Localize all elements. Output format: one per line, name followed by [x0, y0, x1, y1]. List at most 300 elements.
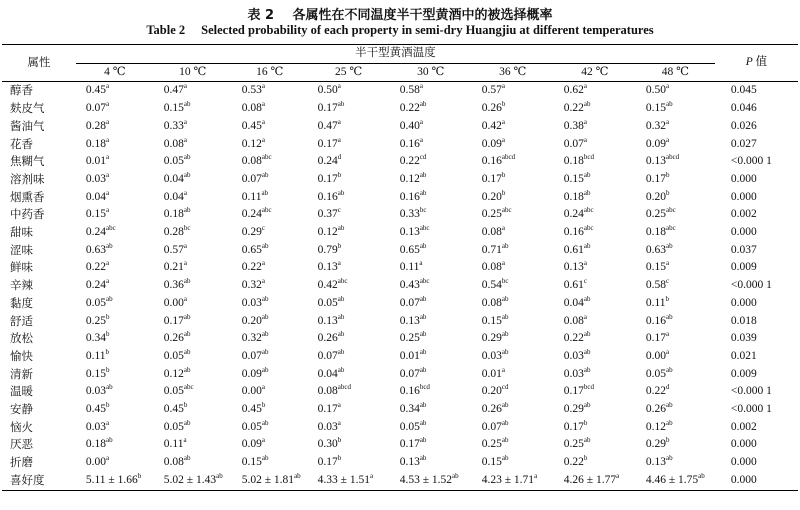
probability-cell [390, 118, 472, 136]
significance-letter: a [337, 117, 341, 126]
probability-cell [390, 189, 472, 207]
attribute-name: 舒适 [10, 313, 33, 328]
probability-cell [308, 206, 390, 224]
probability-cell [154, 295, 232, 313]
probability-cell [232, 118, 308, 136]
temperature-header: 25 ℃ [308, 63, 390, 82]
significance-letter: ab [419, 436, 427, 445]
probability-value: 0.17 [645, 172, 666, 185]
significance-letter: ab [337, 224, 345, 233]
probability-value: 0.18 [85, 137, 106, 150]
probability-cell [390, 136, 472, 154]
probability-value: 0.15 [645, 261, 666, 274]
probability-value: 0.03 [563, 349, 584, 362]
significance-letter: a [183, 188, 188, 197]
probability-value: 0.45 [85, 84, 106, 97]
probability-cell [232, 313, 308, 331]
p-value: 0.039 [730, 332, 757, 345]
significance-letter: a [183, 117, 188, 126]
probability-value: 4.53 ± 1.52 [399, 473, 453, 486]
significance-letter: ab [183, 312, 191, 321]
significance-letter: ab [583, 188, 591, 197]
probability-cell [636, 383, 715, 401]
significance-letter: a [105, 170, 110, 179]
probability-cell [308, 401, 390, 419]
probability-value: 0.01 [85, 155, 106, 168]
probability-value: 0.24 [563, 208, 584, 221]
significance-letter: a [501, 365, 505, 374]
probability-cell [554, 259, 636, 277]
table-caption-en: Selected probability of each property in semi-dry Huangjiu at different temperatures [201, 23, 654, 37]
probability-cell [154, 401, 232, 419]
significance-letter: ab [294, 471, 301, 480]
probability-cell [154, 472, 232, 490]
probability-value: 0.33 [163, 119, 184, 132]
probability-cell [472, 401, 554, 419]
probability-cell [308, 136, 390, 154]
p-value: 0.000 [715, 472, 798, 490]
attribute-name: 厌恶 [10, 437, 33, 452]
significance-letter: a [105, 82, 110, 91]
significance-letter: ab [583, 241, 591, 250]
probability-cell [232, 171, 308, 189]
probability-cell [76, 401, 154, 419]
probability-value: 0.17 [563, 420, 584, 433]
probability-cell [154, 189, 232, 207]
probability-value: 0.17 [317, 172, 338, 185]
probability-cell [308, 82, 390, 100]
probability-cell [308, 348, 390, 366]
probability-value: 0.22 [645, 385, 666, 398]
probability-value: 0.07 [563, 137, 584, 150]
probability-cell [472, 419, 554, 437]
probability-value: 0.25 [563, 438, 584, 451]
p-value: 0.037 [730, 243, 757, 256]
probability-value: 0.05 [241, 420, 262, 433]
temperature-group-header: 半干型黄酒温度 [76, 45, 715, 64]
significance-letter: a [261, 259, 265, 268]
probability-cell [232, 259, 308, 277]
probability-value: 0.04 [317, 367, 338, 380]
significance-letter: a [261, 82, 265, 91]
probability-cell [76, 259, 154, 277]
probability-cell [472, 348, 554, 366]
significance-letter: ab [419, 100, 427, 109]
table-row [2, 171, 798, 189]
probability-cell [154, 330, 232, 348]
probability-value: 0.11 [399, 261, 420, 274]
probability-cell [636, 348, 715, 366]
significance-letter: b [501, 188, 506, 197]
probability-cell [154, 224, 232, 242]
probability-value: 0.36 [163, 279, 184, 292]
probability-cell [76, 118, 154, 136]
attribute-header: 属性 [2, 45, 76, 82]
significance-letter: ab [183, 454, 191, 463]
probability-value: 0.05 [399, 420, 420, 433]
significance-letter: ab [337, 312, 345, 321]
probability-value: 5.02 ± 1.81 [241, 473, 295, 486]
probability-value: 0.15 [563, 172, 584, 185]
attribute-name: 醇香 [10, 83, 33, 98]
probability-cell [472, 153, 554, 171]
probability-cell [554, 242, 636, 260]
p-value: <0.000 1 [730, 385, 772, 398]
probability-value: 0.65 [241, 243, 262, 256]
significance-letter: c [337, 206, 341, 215]
significance-letter: b [665, 188, 670, 197]
significance-letter: ab [501, 401, 509, 410]
table-row [2, 136, 798, 154]
probability-cell [472, 436, 554, 454]
probability-value: 0.05 [85, 296, 106, 309]
probability-cell [554, 206, 636, 224]
significance-letter: a [665, 135, 670, 144]
probability-value: 0.13 [563, 261, 584, 274]
probability-cell [76, 419, 154, 437]
probability-value: 0.22 [399, 155, 420, 168]
significance-letter: abc [105, 224, 116, 233]
probability-cell [390, 100, 472, 118]
probability-value: 0.03 [241, 296, 262, 309]
probability-cell [390, 401, 472, 419]
probability-cell [636, 330, 715, 348]
probability-cell [76, 366, 154, 384]
significance-letter: a [419, 117, 423, 126]
probability-cell [554, 171, 636, 189]
probability-value: 0.04 [85, 190, 106, 203]
probability-value: 0.07 [241, 172, 262, 185]
probability-value: 0.09 [645, 137, 666, 150]
probability-cell [554, 419, 636, 437]
p-value: 0.002 [730, 208, 757, 221]
probability-value: 0.09 [241, 438, 262, 451]
probability-cell [308, 454, 390, 472]
significance-letter: abcd [665, 153, 680, 162]
probability-cell [472, 383, 554, 401]
significance-letter: b [665, 294, 670, 303]
probability-value: 5.02 ± 1.43 [163, 473, 217, 486]
table-row [2, 118, 798, 136]
probability-cell [636, 242, 715, 260]
probability-cell [154, 383, 232, 401]
p-value: 0.009 [730, 367, 757, 380]
probability-cell [390, 313, 472, 331]
probability-cell [76, 330, 154, 348]
probability-cell [390, 383, 472, 401]
significance-letter: b [337, 170, 342, 179]
probability-value: 0.15 [481, 314, 502, 327]
probability-value: 0.58 [399, 84, 420, 97]
significance-letter: a [369, 471, 374, 480]
significance-letter: a [583, 259, 588, 268]
p-value: 0.018 [730, 314, 757, 327]
probability-cell [308, 224, 390, 242]
p-value: 0.027 [730, 137, 757, 150]
probability-value: 0.13 [317, 314, 338, 327]
probability-cell [554, 224, 636, 242]
probability-value: 0.25 [399, 332, 420, 345]
p-suffix: 值 [752, 56, 768, 69]
probability-value: 0.17 [645, 332, 666, 345]
probability-cell [390, 436, 472, 454]
probability-value: 0.17 [563, 385, 584, 398]
probability-value: 0.08 [163, 456, 184, 469]
probability-value: 0.61 [563, 243, 584, 256]
probability-cell [308, 189, 390, 207]
p-value: 0.000 [730, 190, 757, 203]
significance-letter: abc [261, 153, 272, 162]
table-row [2, 454, 798, 472]
probability-value: 0.45 [241, 403, 262, 416]
probability-value: 0.65 [399, 243, 420, 256]
probability-cell [390, 153, 472, 171]
probability-value: 0.50 [317, 84, 338, 97]
significance-letter: ab [501, 347, 509, 356]
significance-letter: ab [261, 365, 269, 374]
probability-cell [154, 82, 232, 100]
significance-letter: ab [665, 241, 673, 250]
significance-letter: ab [183, 170, 191, 179]
significance-letter: a [665, 82, 670, 91]
significance-letter: a [105, 188, 110, 197]
significance-letter: ab [183, 277, 191, 286]
probability-value: 0.17 [317, 403, 338, 416]
probability-value: 0.08 [481, 226, 502, 239]
significance-letter: ab [261, 454, 269, 463]
probability-value: 0.32 [645, 119, 666, 132]
probability-cell [636, 472, 715, 490]
significance-letter: ab [501, 294, 509, 303]
probability-cell [232, 454, 308, 472]
probability-cell [472, 136, 554, 154]
significance-letter: ab [183, 347, 191, 356]
significance-letter: a [501, 117, 505, 126]
significance-letter: b [105, 365, 110, 374]
probability-value: 0.20 [481, 190, 502, 203]
p-value: 0.045 [730, 84, 757, 97]
probability-value: 0.05 [163, 155, 184, 168]
probability-value: 0.22 [399, 102, 420, 115]
probability-cell [390, 259, 472, 277]
probability-value: 0.08 [563, 314, 584, 327]
probability-value: 0.08 [241, 155, 262, 168]
probability-cell [636, 295, 715, 313]
table-row [2, 224, 798, 242]
probability-cell [390, 224, 472, 242]
probability-value: 0.05 [163, 349, 184, 362]
probability-cell [232, 330, 308, 348]
probability-value: 0.26 [163, 332, 184, 345]
probability-cell [154, 118, 232, 136]
significance-letter: ab [583, 294, 591, 303]
probability-value: 0.07 [399, 296, 420, 309]
probability-cell [308, 277, 390, 295]
significance-letter: ab [419, 330, 427, 339]
significance-letter: c [665, 277, 670, 286]
significance-letter: ab [419, 294, 427, 303]
probability-value: 0.12 [317, 226, 338, 239]
probability-cell [76, 189, 154, 207]
probability-cell [232, 295, 308, 313]
probability-cell [308, 171, 390, 189]
probability-cell [636, 136, 715, 154]
significance-letter: b [337, 241, 342, 250]
probability-cell [232, 348, 308, 366]
significance-letter: a [583, 117, 588, 126]
probability-cell [472, 171, 554, 189]
attribute-name: 涩味 [10, 242, 33, 257]
significance-letter: abc [183, 383, 194, 392]
significance-letter: bc [419, 206, 427, 215]
significance-letter: b [105, 347, 110, 356]
table-row [2, 401, 798, 419]
significance-letter: ab [261, 241, 269, 250]
probability-value: 0.26 [481, 102, 502, 115]
probability-value: 0.22 [85, 261, 106, 274]
attribute-name: 安静 [10, 402, 33, 417]
probability-cell [554, 118, 636, 136]
probability-value: 0.00 [241, 385, 262, 398]
significance-letter: a [105, 206, 110, 215]
probability-value: 0.18 [163, 208, 184, 221]
probability-value: 0.53 [241, 84, 262, 97]
probability-value: 0.18 [563, 155, 584, 168]
probability-cell [76, 454, 154, 472]
probability-cell [308, 118, 390, 136]
probability-value: 0.42 [317, 279, 338, 292]
significance-letter: ab [337, 365, 345, 374]
probability-value: 0.22 [563, 456, 584, 469]
significance-letter: a [616, 471, 620, 480]
probability-value: 0.22 [241, 261, 262, 274]
probability-value: 0.28 [85, 119, 106, 132]
probability-cell [554, 189, 636, 207]
probability-value: 0.79 [317, 243, 338, 256]
probability-cell [554, 277, 636, 295]
significance-letter: b [337, 454, 342, 463]
significance-letter: abc [337, 277, 348, 286]
significance-letter: ab [698, 471, 705, 480]
probability-cell [472, 366, 554, 384]
significance-letter: ab [419, 347, 427, 356]
significance-letter: a [183, 82, 188, 91]
attribute-name: 中药香 [10, 207, 45, 222]
probability-cell [554, 153, 636, 171]
significance-letter: a [105, 117, 110, 126]
attribute-name: 放松 [10, 331, 33, 346]
significance-letter: ab [665, 365, 673, 374]
probability-cell [308, 313, 390, 331]
probability-value: 0.12 [399, 172, 420, 185]
probability-value: 0.11 [241, 190, 262, 203]
significance-letter: a [261, 117, 265, 126]
probability-cell [232, 419, 308, 437]
p-value: 0.000 [730, 296, 757, 309]
significance-letter: a [419, 135, 423, 144]
probability-cell [636, 419, 715, 437]
probability-value: 0.13 [645, 456, 666, 469]
probability-cell [154, 100, 232, 118]
significance-letter: b [337, 436, 342, 445]
probability-value: 0.47 [317, 119, 338, 132]
probability-value: 0.05 [645, 367, 666, 380]
probability-value: 0.22 [563, 102, 584, 115]
attribute-name: 辛辣 [10, 278, 33, 293]
probability-cell [636, 100, 715, 118]
probability-value: 0.11 [163, 438, 184, 451]
probability-value: 0.05 [163, 420, 184, 433]
significance-letter: ab [665, 100, 673, 109]
probability-value: 0.25 [481, 438, 502, 451]
probability-value: 0.07 [481, 420, 502, 433]
table-row [2, 259, 798, 277]
significance-letter: ab [261, 188, 269, 197]
attribute-name: 鲜味 [10, 260, 33, 275]
probability-value: 4.23 ± 1.71 [481, 473, 535, 486]
probability-cell [636, 454, 715, 472]
significance-letter: abc [419, 277, 430, 286]
probability-cell [554, 330, 636, 348]
significance-letter: ab [261, 312, 269, 321]
probability-value: 0.24 [317, 155, 338, 168]
probability-cell [76, 295, 154, 313]
probability-value: 0.71 [481, 243, 502, 256]
probability-value: 0.28 [163, 226, 184, 239]
probability-value: 0.00 [645, 349, 666, 362]
significance-letter: bc [183, 224, 191, 233]
probability-value: 0.05 [317, 296, 338, 309]
significance-letter: a [665, 117, 670, 126]
probability-cell [554, 454, 636, 472]
probability-value: 0.24 [85, 226, 106, 239]
probability-value: 0.07 [399, 367, 420, 380]
attribute-name: 花香 [10, 136, 33, 151]
temperature-header-row [2, 63, 798, 82]
significance-letter: b [501, 100, 506, 109]
probability-cell [76, 383, 154, 401]
probability-cell [472, 330, 554, 348]
probability-cell [636, 82, 715, 100]
probability-value: 0.34 [399, 403, 420, 416]
probability-value: 0.13 [399, 226, 420, 239]
table-label-en: Table 2 [146, 23, 186, 37]
probability-cell [308, 259, 390, 277]
table-body [2, 82, 798, 490]
probability-cell [472, 277, 554, 295]
probability-cell [76, 100, 154, 118]
probability-value: 0.43 [399, 279, 420, 292]
probability-cell [472, 100, 554, 118]
attribute-name: 黏度 [10, 295, 33, 310]
probability-cell [154, 313, 232, 331]
probability-value: 0.18 [85, 438, 106, 451]
significance-letter: ab [261, 330, 269, 339]
probability-cell [154, 454, 232, 472]
probability-value: 0.08 [481, 261, 502, 274]
probability-cell [154, 153, 232, 171]
significance-letter: ab [583, 170, 591, 179]
probability-value: 0.25 [645, 208, 666, 221]
probability-cell [154, 136, 232, 154]
probability-value: 0.22 [563, 332, 584, 345]
probability-value: 0.03 [481, 349, 502, 362]
significance-letter: b [665, 170, 670, 179]
temperature-header: 42 ℃ [554, 63, 636, 82]
significance-letter: abc [665, 206, 676, 215]
probability-value: 0.13 [317, 261, 338, 274]
significance-letter: ab [452, 471, 459, 480]
